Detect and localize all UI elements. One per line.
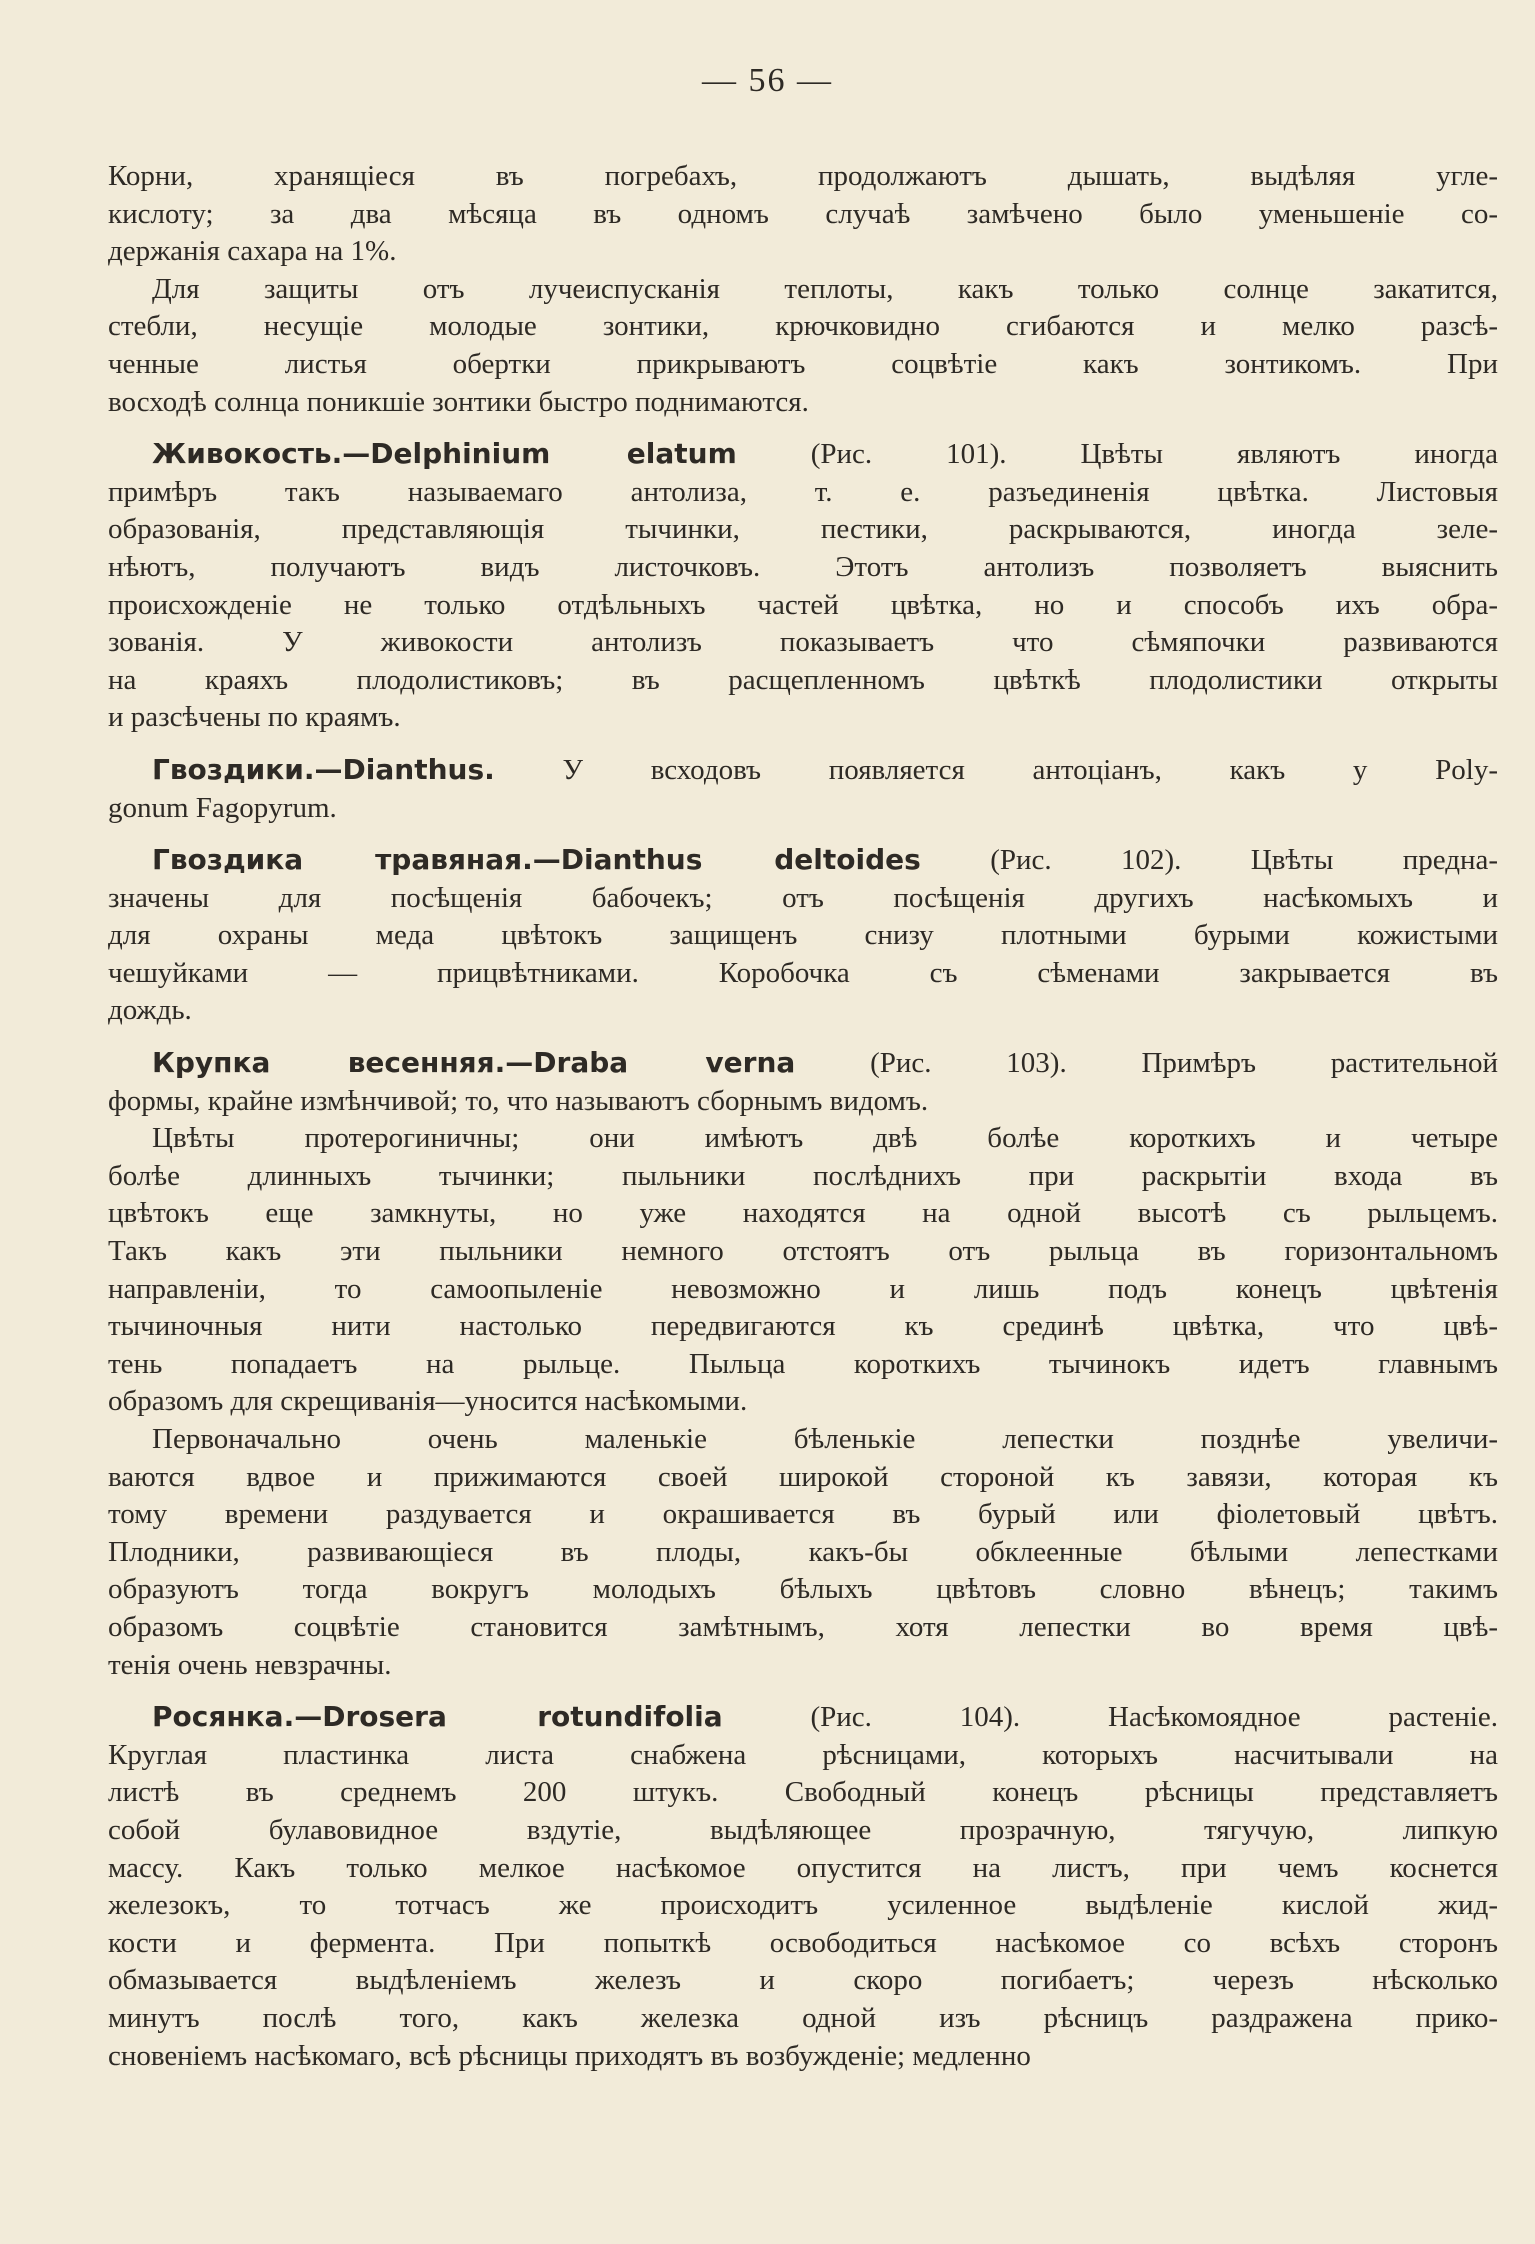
- text-line: [108, 474, 1498, 512]
- entry-heading: Росянка.—Drosera rotundifolia: [152, 1700, 723, 1734]
- text-line: [108, 2038, 1498, 2076]
- text-line: [108, 1698, 1498, 1737]
- text-line: [108, 1271, 1498, 1309]
- line-text: держанія сахара на 1%.: [108, 235, 397, 268]
- text-line: [108, 1383, 1498, 1421]
- line-text: (Рис. 103). Примѣръ растительной: [795, 1047, 1499, 1080]
- text-line: [108, 346, 1498, 384]
- text-line: [108, 1571, 1498, 1609]
- text-line: [108, 1925, 1498, 1963]
- line-text: железокъ, то тотчасъ же происходитъ усиленное выдѣленіе кислой жид-: [108, 1889, 1498, 1922]
- text-line: [108, 158, 1498, 196]
- line-text: минутъ послѣ того, какъ железка одной изъ рѣсницъ раздражена прико-: [108, 2001, 1498, 2034]
- text-line: [108, 880, 1498, 918]
- text-line: [108, 955, 1498, 993]
- line-text: тому времени раздувается и окрашивается въ бурый или фіолетовый цвѣтъ.: [108, 1498, 1498, 1531]
- line-text: кости и фермента. При попыткѣ освободиться насѣкомое со всѣхъ сторонъ: [108, 1926, 1498, 1959]
- entry-heading: Гвоздики.—Dianthus.: [152, 752, 495, 786]
- text-line: [108, 1850, 1498, 1888]
- line-text: для охраны меда цвѣтокъ защищенъ снизу плотными бурыми кожистыми: [108, 919, 1498, 952]
- line-text: собой булавовидное вздутіе, выдѣляющее прозрачную, тягучую, липкую: [108, 1813, 1498, 1846]
- text-line: [108, 1308, 1498, 1346]
- line-text: тычиночныя нити настолько передвигаются къ срединѣ цвѣтка, что цвѣ-: [108, 1310, 1498, 1343]
- text-line: [108, 271, 1498, 309]
- line-text: образомъ для скрещиванія—уносится насѣкомыми.: [108, 1385, 748, 1418]
- text-line: [108, 1962, 1498, 2000]
- line-text: кислоту; за два мѣсяца въ одномъ случаѣ замѣчено было уменьшеніе со-: [108, 197, 1498, 230]
- text-line: [108, 2000, 1498, 2038]
- line-text: (Рис. 104). Насѣкомоядное растеніе.: [722, 1701, 1498, 1734]
- line-text: Такъ какъ эти пыльники немного отстоятъ отъ рыльца въ горизонтальномъ: [108, 1235, 1498, 1268]
- line-text: стебли, несущіе молодые зонтики, крючковидно сгибаются и мелко разсѣ-: [108, 310, 1498, 343]
- entry-heading: Живокость.—Delphinium elatum: [152, 437, 737, 471]
- text-line: [108, 1120, 1498, 1158]
- line-text: тень попадаетъ на рыльце. Пыльца короткихъ тычинокъ идетъ главнымъ: [108, 1347, 1498, 1380]
- text-line: [108, 308, 1498, 346]
- text-line: [108, 751, 1498, 790]
- line-text: и разсѣчены по краямъ.: [108, 701, 401, 734]
- line-text: ченные листья обертки прикрываютъ соцвѣтіе какъ зонтикомъ. При: [108, 347, 1498, 380]
- line-text: цвѣтокъ еще замкнуты, но уже находятся на одной высотѣ съ рыльцемъ.: [108, 1197, 1498, 1230]
- line-text: Для защиты отъ лучеиспусканія теплоты, какъ только солнце закатится,: [152, 272, 1498, 305]
- text-line: [108, 917, 1498, 955]
- text-line: [108, 435, 1498, 474]
- line-text: дождь.: [108, 994, 192, 1027]
- text-line: [108, 549, 1498, 587]
- line-text: направленіи, то самоопыленіе невозможно и лишь подъ конецъ цвѣтенія: [108, 1272, 1498, 1305]
- text-line: [108, 1195, 1498, 1233]
- text-line: [108, 841, 1498, 880]
- line-text: Корни, хранящіеся въ погребахъ, продолжаютъ дышать, выдѣляя угле-: [108, 160, 1498, 192]
- line-text: значены для посѣщенія бабочекъ; отъ посѣщенія другихъ насѣкомыхъ и: [108, 881, 1498, 914]
- body-text: [108, 158, 1498, 2075]
- line-text: (Рис. 102). Цвѣты предна-: [920, 844, 1499, 877]
- paragraph: [108, 158, 1498, 271]
- entry-heading: Крупка весенняя.—Draba verna: [152, 1046, 796, 1080]
- paragraph: [108, 271, 1498, 421]
- paragraph: [108, 1421, 1498, 1684]
- text-line: [108, 992, 1498, 1030]
- text-line: [108, 790, 1498, 828]
- entry-heading: Гвоздика травяная.—Dianthus deltoides: [152, 843, 921, 877]
- text-line: [108, 1233, 1498, 1271]
- line-text: тенія очень невзрачны.: [108, 1648, 392, 1681]
- line-text: gonum Fagopyrum.: [108, 791, 337, 824]
- page-number: — 56 —: [702, 62, 833, 99]
- line-text: нѣютъ, получаютъ видъ листочковъ. Этотъ антолизъ позволяетъ выяснить: [108, 550, 1498, 583]
- line-text: образованія, представляющія тычинки, пестики, раскрываются, иногда зеле-: [108, 513, 1498, 546]
- line-text: образомъ соцвѣтіе становится замѣтнымъ, хотя лепестки во время цвѣ-: [108, 1610, 1498, 1643]
- text-line: [108, 1609, 1498, 1647]
- text-line: [108, 1887, 1498, 1925]
- paragraph: [108, 1120, 1498, 1421]
- paragraph: [108, 1698, 1498, 2075]
- paragraph: [108, 841, 1498, 1030]
- line-text: на краяхъ плодолистиковъ; въ расщепленномъ цвѣткѣ плодолистики открыты: [108, 663, 1498, 696]
- line-text: болѣе длинныхъ тычинки; пыльники послѣднихъ при раскрытіи входа въ: [108, 1159, 1498, 1192]
- text-line: [108, 1647, 1498, 1685]
- text-line: [108, 1083, 1498, 1121]
- line-text: обмазывается выдѣленіемъ железъ и скоро погибаетъ; черезъ нѣсколько: [108, 1964, 1498, 1997]
- line-text: Первоначально очень маленькіе бѣленькіе лепестки позднѣе увеличи-: [152, 1423, 1498, 1455]
- text-line: [108, 662, 1498, 700]
- text-line: [108, 1044, 1498, 1083]
- line-text: (Рис. 101). Цвѣты являютъ иногда: [736, 438, 1498, 471]
- text-line: [108, 587, 1498, 625]
- line-text: Круглая пластинка листа снабжена рѣсницами, которыхъ насчитывали на: [108, 1738, 1498, 1771]
- line-text: чешуйками — прицвѣтниками. Коробочка съ сѣменами закрывается въ: [108, 956, 1498, 989]
- text-line: [108, 1774, 1498, 1812]
- text-line: [108, 233, 1498, 271]
- line-text: листѣ въ среднемъ 200 штукъ. Свободный конецъ рѣсницы представляетъ: [108, 1776, 1498, 1809]
- text-line: [108, 699, 1498, 737]
- line-text: формы, крайне измѣнчивой; то, что называютъ сборнымъ видомъ.: [108, 1084, 929, 1117]
- paragraph: [108, 435, 1498, 737]
- line-text: примѣръ такъ называемаго антолиза, т. е. разъединенія цвѣтка. Листовыя: [108, 475, 1498, 508]
- text-line: [108, 1737, 1498, 1775]
- line-text: У всходовъ появляется антоціанъ, какъ у Poly-: [494, 753, 1498, 786]
- text-line: [108, 1496, 1498, 1534]
- line-text: восходѣ солнца поникшіе зонтики быстро поднимаются.: [108, 385, 809, 418]
- line-text: массу. Какъ только мелкое насѣкомое опустится на листъ, при чемъ коснется: [108, 1851, 1498, 1884]
- paragraph: [108, 1044, 1498, 1120]
- text-line: [108, 1346, 1498, 1384]
- text-line: [108, 1421, 1498, 1459]
- paragraph: [108, 751, 1498, 827]
- line-text: Плодники, развивающіеся въ плоды, какъ-бы обклеенные бѣлыми лепестками: [108, 1535, 1498, 1568]
- text-line: [108, 1812, 1498, 1850]
- line-text: зованія. У живокости антолизъ показываетъ что сѣмяпочки развиваются: [108, 626, 1498, 659]
- text-line: [108, 511, 1498, 549]
- text-line: [108, 1158, 1498, 1196]
- line-text: происхожденіе не только отдѣльныхъ частей цвѣтка, но и способъ ихъ обра-: [108, 588, 1498, 621]
- text-line: [108, 1459, 1498, 1497]
- line-text: образуютъ тогда вокругъ молодыхъ бѣлыхъ цвѣтовъ словно вѣнецъ; такимъ: [108, 1573, 1498, 1606]
- line-text: сновеніемъ насѣкомаго, всѣ рѣсницы приходятъ въ возбужденіе; медленно: [108, 2039, 1031, 2072]
- text-line: [108, 196, 1498, 234]
- text-line: [108, 624, 1498, 662]
- text-line: [108, 384, 1498, 422]
- line-text: Цвѣты протерогиничны; они имѣютъ двѣ болѣе короткихъ и четыре: [152, 1122, 1498, 1155]
- line-text: ваются вдвое и прижимаются своей широкой стороной къ завязи, которая къ: [108, 1460, 1498, 1493]
- text-line: [108, 1534, 1498, 1572]
